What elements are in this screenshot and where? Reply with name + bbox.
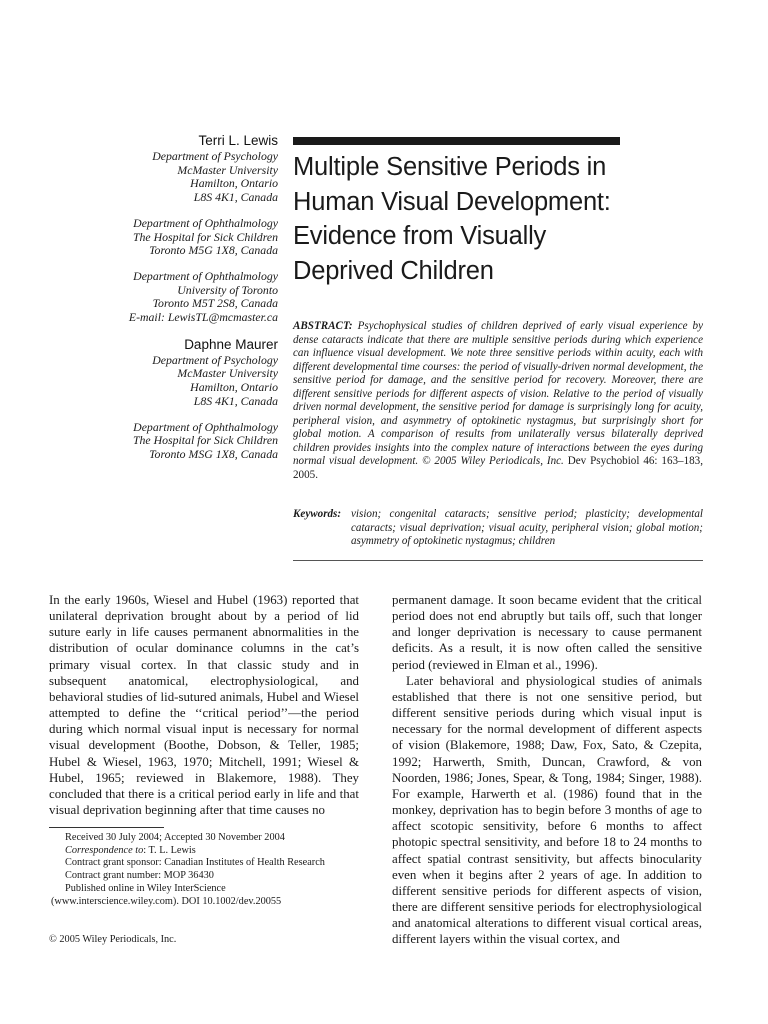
doi-link[interactable]: (www.interscience.wiley.com). DOI 10.1002/dev.20055 bbox=[51, 895, 282, 907]
body-paragraph: In the early 1960s, Wiesel and Hubel (1963) reported that unilateral deprivation brought about by a period of lid suture early in life causes permanent abnormalities in the distribution of ocular dominance columns in the cat’s primary visual cortex. In that classic study and in subsequent anatomical, electrophysiological, and behavioral studies of lid-sutured animals, Hubel and Wiesel attempted to define the ‘‘critical period’’—the period during which normal visual input is necessary for normal visual development (Boothe, Dobson, & Teller, 1985; Hubel & Wiesel, 1963, 1970; Mitchell, 1991; Wiesel & Hubel, 1965; reviewed in Blakemore, 1988). They concluded that there is a critical period early in life and that visual deprivation beginning after that time causes no bbox=[49, 593, 359, 818]
body-column-left bbox=[49, 592, 359, 818]
title-rule bbox=[293, 137, 620, 145]
affiliation: Department of Psychology McMaster University Hamilton, Ontario L8S 4K1, Canada bbox=[152, 352, 278, 408]
article-title: Multiple Sensitive Periods in Human Visual Development: Evidence from Visually Deprived Children bbox=[293, 153, 611, 285]
footnote-rule bbox=[49, 827, 164, 828]
author-email[interactable]: E-mail: LewisTL@mcmaster.ca bbox=[128, 310, 278, 325]
keywords-label: Keywords: bbox=[293, 508, 342, 520]
keywords-text: vision; congenital cataracts; sensitive period; plasticity; developmental cataracts; visual deprivation; visual acuity, peripheral vision; global motion; asymmetry of optokinetic nystagmus; children bbox=[351, 508, 703, 548]
affiliation: Department of Psychology McMaster University Hamilton, Ontario L8S 4K1, Canada bbox=[152, 149, 278, 205]
footnote: Received 30 July 2004; Accepted 30 November 2004 Correspondence to: T. L. Lewis Contract grant sponsor: Canadian Institutes of Health Research Contract grant number: MOP 36430 Published online in Wiley InterScience (www.interscience.wiley.com). DOI 10.1002/dev.20055 bbox=[49, 832, 369, 908]
abstract-citation: Dev Psychobiol 46: 163–183, 2005. bbox=[293, 455, 703, 482]
author-name: Terri L. Lewis bbox=[198, 133, 278, 148]
body-column-right bbox=[392, 592, 702, 947]
copyright: © 2005 Wiley Periodicals, Inc. bbox=[49, 934, 177, 945]
affiliation: Department of Ophthalmology University of Toronto Toronto M5T 2S8, Canada E-mail: LewisTL@mcmaster.ca bbox=[38, 270, 278, 325]
author-name: Daphne Maurer bbox=[184, 336, 278, 352]
author-block bbox=[38, 133, 278, 474]
keywords bbox=[293, 508, 703, 549]
body-paragraph: permanent damage. It soon became evident that the critical period does not end abruptly but tails off, such that longer and longer deprivation is necessary to cause permanent deficits. As a result, it is now often called the sensitive period (reviewed in Elman et al., 1996). bbox=[392, 593, 702, 672]
keywords-rule bbox=[293, 560, 703, 561]
affiliation: Department of Ophthalmology The Hospital for Sick Children Toronto MSG 1X8, Canada bbox=[132, 419, 278, 461]
abstract bbox=[293, 320, 703, 483]
affiliation: Department of Ophthalmology The Hospital for Sick Children Toronto M5G 1X8, Canada bbox=[132, 215, 278, 258]
abstract-label: ABSTRACT: bbox=[293, 320, 353, 332]
abstract-text: Psychophysical studies of children deprived of early visual experience by dense cataracts indicate that there are multiple sensitive periods during which experience can influence visual development. We note three sensitive periods within acuity, each with different developmental time courses: the period of visually-driven normal development, the sensitive period for damage, and the sensitive period for recovery. Moreover, there are different sensitive periods for different aspects of vision. Relative to the period of visually driven normal development, the sensitive period for damage is surprisingly long for acuity, peripheral vision, and asymmetry of optokinetic nystagmus, but surprisingly short for global motion. A comparison of results from unilaterally versus bilaterally deprived children provides insights into the complex nature of interactions between the eyes during normal visual development. © 2005 Wiley Periodicals, Inc. bbox=[293, 320, 703, 468]
body-paragraph: Later behavioral and physiological studies of animals established that there is not one sensitive period, but different sensitive periods during which visual input is necessary for the normal development of different aspects of vision (Blakemore, 1988; Daw, Fox, Sato, & Czepita, 1992; Harwerth, Smith, Duncan, Crawford, & von Noorden, 1986; Jones, Spear, & Tong, 1984; Singer, 1988). For example, Harwerth et al. (1986) found that in the monkey, deprivation has to begin before 3 months of age to affect scotopic sensitivity, before 6 months to affect photopic spectral sensitivity, and before 18 to 24 months to affect spatial contrast sensitivity, but affects binocularity even when it begins after 2 years of age. In addition to different sensitive periods for different aspects of vision, there are different sensitive periods for electrophysiological and anatomical alterations to different visual cortical areas, different layers within the visual cortex, and bbox=[392, 673, 702, 947]
